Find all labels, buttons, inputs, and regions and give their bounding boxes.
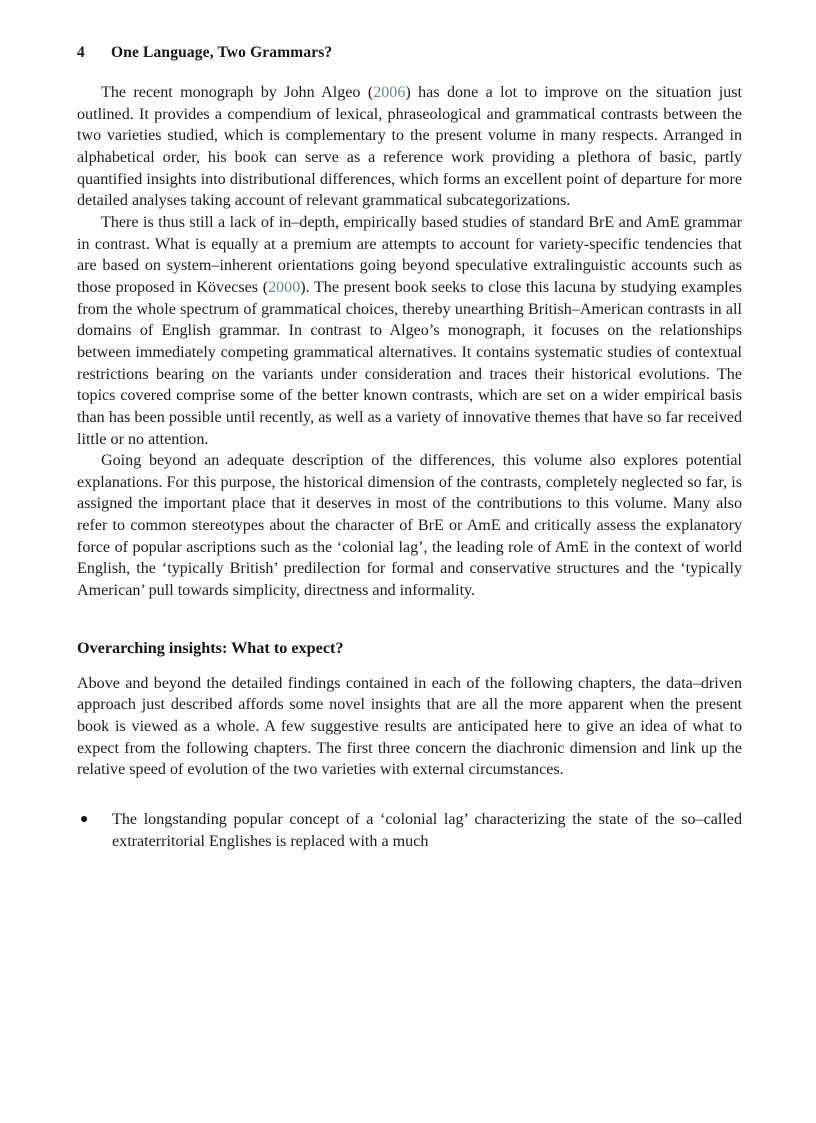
paragraph-2 — [77, 212, 742, 450]
paragraph-2-text-a: There is thus still a lack of in–depth, empirically based studies of standard BrE and AmE grammar in contrast. What is equally at a premium are attempts to account for variety-specific tendencies that are based on system–inherent orientations going beyond speculative extralinguistic accounts such as those proposed in Kövecses ( — [77, 213, 742, 296]
page-content — [77, 44, 742, 852]
running-head — [77, 44, 742, 62]
running-head-title: One Language, Two Grammars? — [111, 44, 333, 61]
paragraph-1-text-a: The recent monograph by John Algeo ( — [101, 84, 374, 101]
list-item-text: The longstanding popular concept of a ‘colonial lag’ characterizing the state of the so–called extraterritorial Englishes is replaced with a much — [112, 811, 742, 850]
bullet-list — [77, 809, 742, 852]
paragraph-2-text-b: ). The present book seeks to close this lacuna by studying examples from the whole spectrum of grammatical choices, thereby unearthing British–American contrasts in all domains of English grammar. In contrast to Algeo’s monograph, it focuses on the relationships between immediately competing grammatical alternatives. It contains systematic studies of contextual restrictions bearing on the variants under consideration and traces their historical evolutions. The topics covered comprise some of the better known contrasts, which are set on a wider empirical basis than has been possible until recently, as well as a variety of innovative themes that have so far received little or no attention. — [77, 278, 742, 448]
page-number: 4 — [77, 44, 85, 61]
citation-algeo-2006[interactable]: 2006 — [373, 84, 406, 101]
paragraph-1-text-b: ) has done a lot to improve on the situation just outlined. It provides a compendium of lexical, phraseological and grammatical contrasts between the two varieties studied, which is complementary to the present volume in many respects. Arranged in alphabetical order, his book can serve as a reference work providing a plethora of basic, partly quantified insights into distributional differences, which forms an excellent point of departure for more detailed analyses taking account of relevant grammatical subcategorizations. — [77, 84, 742, 210]
section-heading-overarching-insights: Overarching insights: What to expect? — [77, 638, 344, 657]
paragraph-3: Going beyond an adequate description of the differences, this volume also explores potential explanations. For this purpose, the historical dimension of the contrasts, completely neglected so far, is assigned the important place that it deserves in most of the contributions to this volume. Many also refer to common stereotypes about the character of BrE or AmE and critically assess the explanatory force of popular ascriptions such as the ‘colonial lag’, the leading role of AmE in the context of world English, the ‘typically British’ predilection for formal and conservative structures and the ‘typically American’ pull towards simplicity, directness and informality. — [77, 452, 742, 600]
section-paragraph-1: Above and beyond the detailed findings contained in each of the following chapters, the data–driven approach just described affords some novel insights that are all the more apparent when the present book is viewed as a whole. A few suggestive results are anticipated here to give an idea of what to expect from the following chapters. The first three concern the diachronic dimension and link up the relative speed of evolution of the two varieties with external circumstances. — [77, 674, 742, 779]
list-item — [77, 809, 742, 852]
paragraph-1 — [77, 82, 742, 212]
bullet-icon: ● — [80, 812, 89, 828]
citation-kovecses-2000[interactable]: 2000 — [268, 278, 301, 296]
